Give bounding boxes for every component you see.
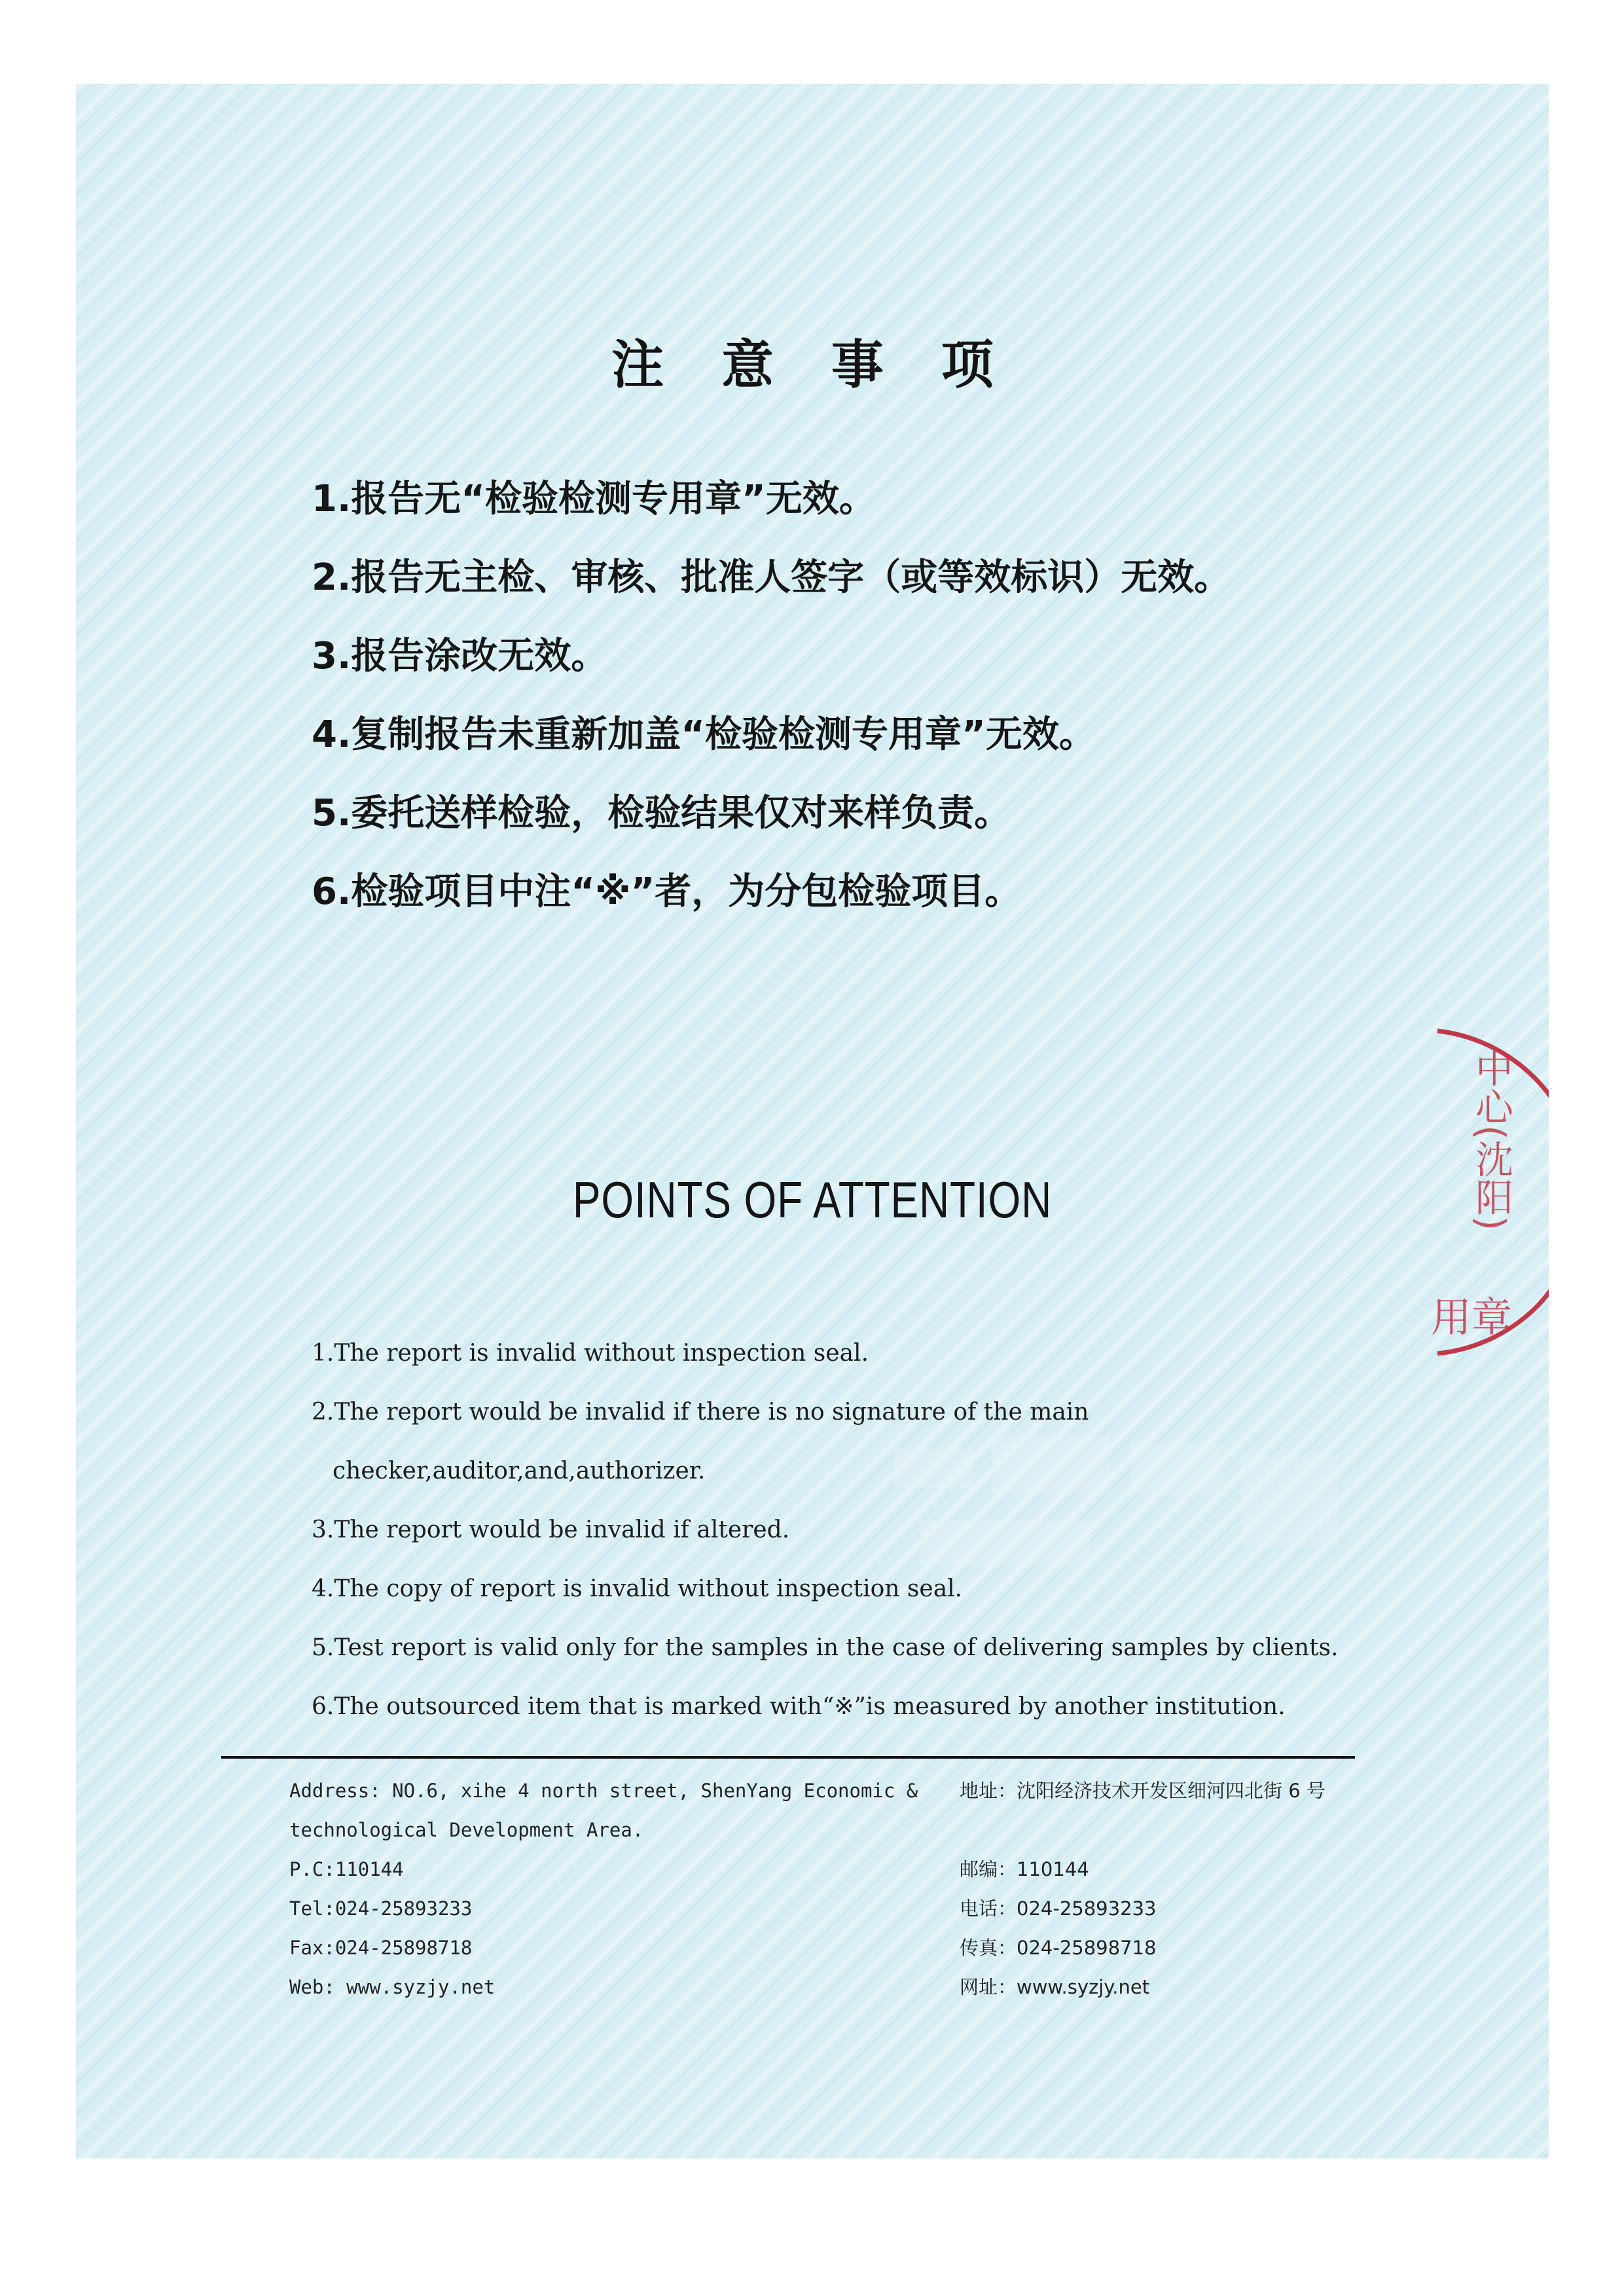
notice-item-cn: 5.委托送样检验，检验结果仅对来样负责。 (312, 792, 1011, 834)
inspection-seal-fragment (1424, 1023, 1549, 1363)
notice-item-en: 4.The copy of report is invalid without inspection seal. (312, 1575, 963, 1602)
footer-web-en: Web: www.syzjy.net (289, 1976, 496, 1998)
notice-item-cn: 2.报告无主检、审核、批准人签字（或等效标识）无效。 (312, 556, 1231, 599)
notice-item-en: 6.The outsourced item that is marked with“※”is measured by another institution. (312, 1693, 1286, 1720)
notice-item-cn: 4.复制报告未重新加盖“检验检测专用章”无效。 (312, 713, 1096, 756)
notice-item-en-continuation: checker,auditor,and,authorizer. (333, 1458, 706, 1484)
footer-postcode-en: P.C:110144 (289, 1858, 404, 1880)
footer-fax-cn: 传真：024-25898718 (960, 1937, 1157, 1959)
footer-web-cn: 网址：www.syzjy.net (960, 1976, 1150, 1998)
footer-divider (221, 1756, 1355, 1759)
footer-fax-en: Fax:024-25898718 (289, 1937, 473, 1959)
footer-address-cn: 地址：沈阳经济技术开发区细河四北街 6 号 (960, 1780, 1326, 1802)
footer-contact-cn (960, 1771, 1326, 2007)
seal-text-top: 中心(沈阳) (1469, 1049, 1513, 1231)
footer-tel-en: Tel:024-25893233 (289, 1897, 473, 1920)
notice-title-cn: 注 意 事 项 (611, 334, 1013, 395)
notice-item-cn: 3.报告涂改无效。 (312, 635, 608, 677)
footer-contact-en (289, 1771, 918, 2007)
notice-item-en: 1.The report is invalid without inspection seal. (312, 1340, 869, 1367)
faint-stamp-smudge (881, 1422, 1352, 1592)
notice-list-cn (312, 460, 1231, 931)
seal-text-bottom: 用章 (1431, 1293, 1513, 1341)
footer-address-en: Address: NO.6, xihe 4 north street, ShenYang Economic & (289, 1780, 918, 1802)
notice-item-cn: 1.报告无“检验检测专用章”无效。 (312, 478, 876, 520)
footer-address-en-continued: technological Development Area. (289, 1819, 644, 1841)
footer-tel-cn: 电话：024-25893233 (960, 1897, 1157, 1920)
notice-item-en: 3.The report would be invalid if altered. (312, 1516, 790, 1543)
footer-spacer (960, 1810, 1326, 1850)
notice-title-en: POINTS OF ATTENTION (572, 1171, 1053, 1229)
notice-item-en: 5.Test report is valid only for the samples in the case of delivering samples by clients. (312, 1634, 1339, 1661)
notice-item-cn: 6.检验项目中注“※”者，为分包检验项目。 (312, 870, 1022, 913)
report-page (76, 84, 1549, 2159)
footer-postcode-cn: 邮编：110144 (960, 1858, 1089, 1880)
notice-item-en: 2.The report would be invalid if there is no signature of the main (312, 1399, 1089, 1426)
